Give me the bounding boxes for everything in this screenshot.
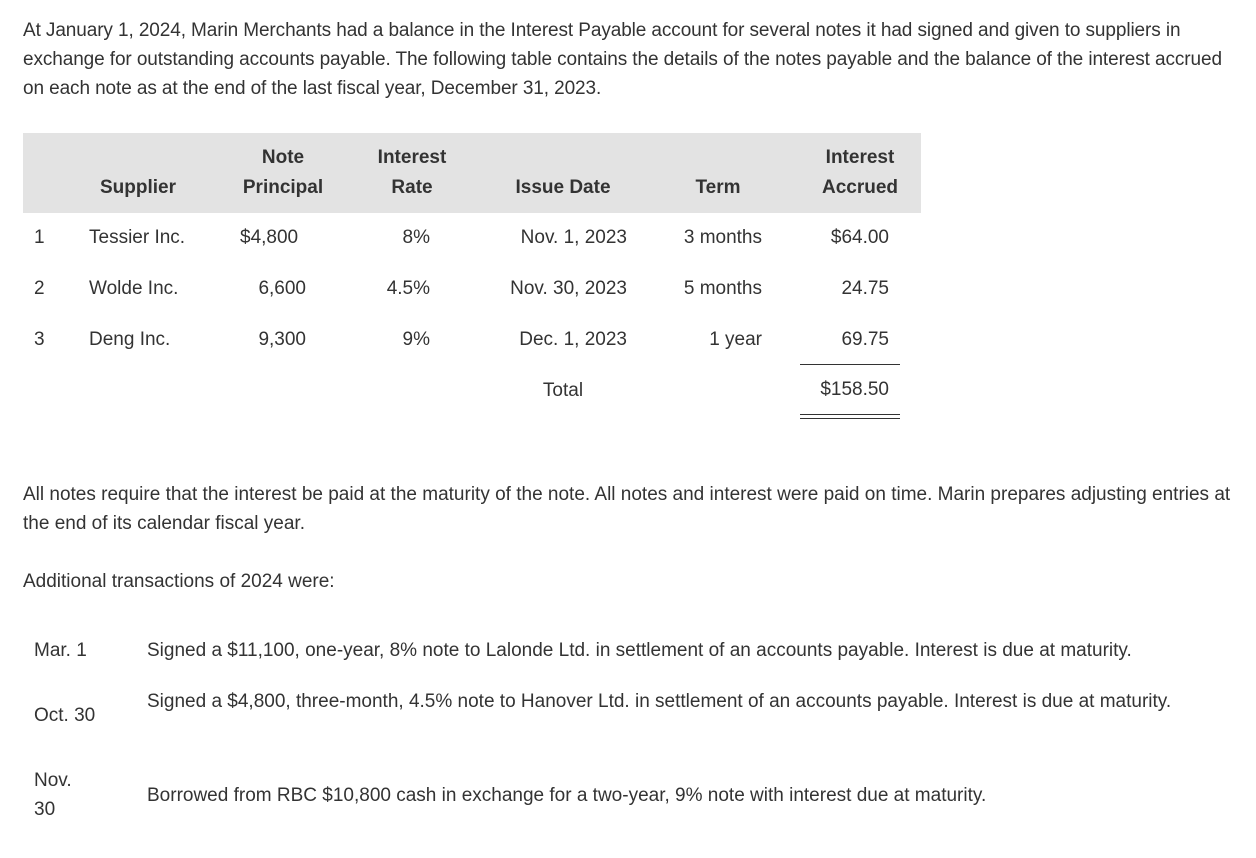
transaction-date: Nov. 30 [34, 770, 72, 820]
notes-payable-table [23, 133, 921, 433]
issue-date: Dec. 1, 2023 [519, 329, 627, 350]
subtotal-rule [800, 364, 900, 365]
row-number: 1 [34, 227, 45, 248]
interest-rate: 4.5% [386, 278, 430, 299]
transaction-date: Oct. 30 [34, 705, 96, 726]
note-principal: $4,800 [240, 227, 299, 248]
term: 3 months [683, 227, 762, 248]
supplier-name: Deng Inc. [89, 329, 171, 350]
notes-paragraph: All notes require that the interest be paid at the maturity of the note. All notes and interest were paid on time. Marin prepares adjusting entries at the end of its calendar fiscal year. [23, 484, 1231, 534]
header-supplier: Supplier [99, 177, 176, 198]
header-principal-line1: Note [261, 147, 305, 168]
interest-accrued: $64.00 [830, 227, 889, 248]
transaction-description: Signed a $4,800, three-month, 4.5% note to Hanover Ltd. in settlement of an accounts payable. Interest is due at maturity. [147, 691, 1172, 712]
total-value: $158.50 [820, 379, 889, 400]
interest-rate: 8% [402, 227, 430, 248]
supplier-name: Wolde Inc. [89, 278, 179, 299]
table-header [23, 133, 921, 213]
total-label: Total [542, 380, 584, 401]
transaction-description: Signed a $11,100, one-year, 8% note to Lalonde Ltd. in settlement of an accounts payable. Interest is due at maturity. [147, 640, 1132, 661]
supplier-name: Tessier Inc. [89, 227, 186, 248]
transaction-description: Borrowed from RBC $10,800 cash in exchange for a two-year, 9% note with interest due at maturity. [147, 785, 987, 806]
header-accrued-line1: Interest [825, 147, 895, 168]
term: 5 months [683, 278, 762, 299]
header-term: Term [695, 177, 741, 198]
row-number: 2 [34, 278, 45, 299]
term: 1 year [709, 329, 762, 350]
header-rate-line2: Rate [391, 177, 433, 198]
header-principal-line2: Principal [242, 177, 324, 198]
additional-transactions-heading: Additional transactions of 2024 were: [23, 571, 335, 592]
note-principal: 9,300 [258, 329, 306, 350]
intro-paragraph: At January 1, 2024, Marin Merchants had a balance in the Interest Payable account for several notes it had signed and given to suppliers in exchange for outstanding accounts payable. The following table contains the details of the notes payable and the balance of the interest accrued on each note as at the end of the last fiscal year, December 31, 2023. [23, 20, 1222, 99]
note-principal: 6,600 [258, 278, 306, 299]
interest-rate: 9% [402, 329, 430, 350]
header-accrued-line2: Accrued [821, 177, 899, 198]
row-number: 3 [34, 329, 45, 350]
issue-date: Nov. 1, 2023 [520, 227, 627, 248]
transaction-date: Mar. 1 [34, 640, 87, 661]
header-rate-line1: Interest [377, 147, 447, 168]
issue-date: Nov. 30, 2023 [510, 278, 627, 299]
header-issue-date: Issue Date [515, 177, 611, 198]
interest-accrued: 24.75 [841, 278, 889, 299]
total-double-rule [800, 414, 900, 419]
interest-accrued: 69.75 [841, 329, 889, 350]
